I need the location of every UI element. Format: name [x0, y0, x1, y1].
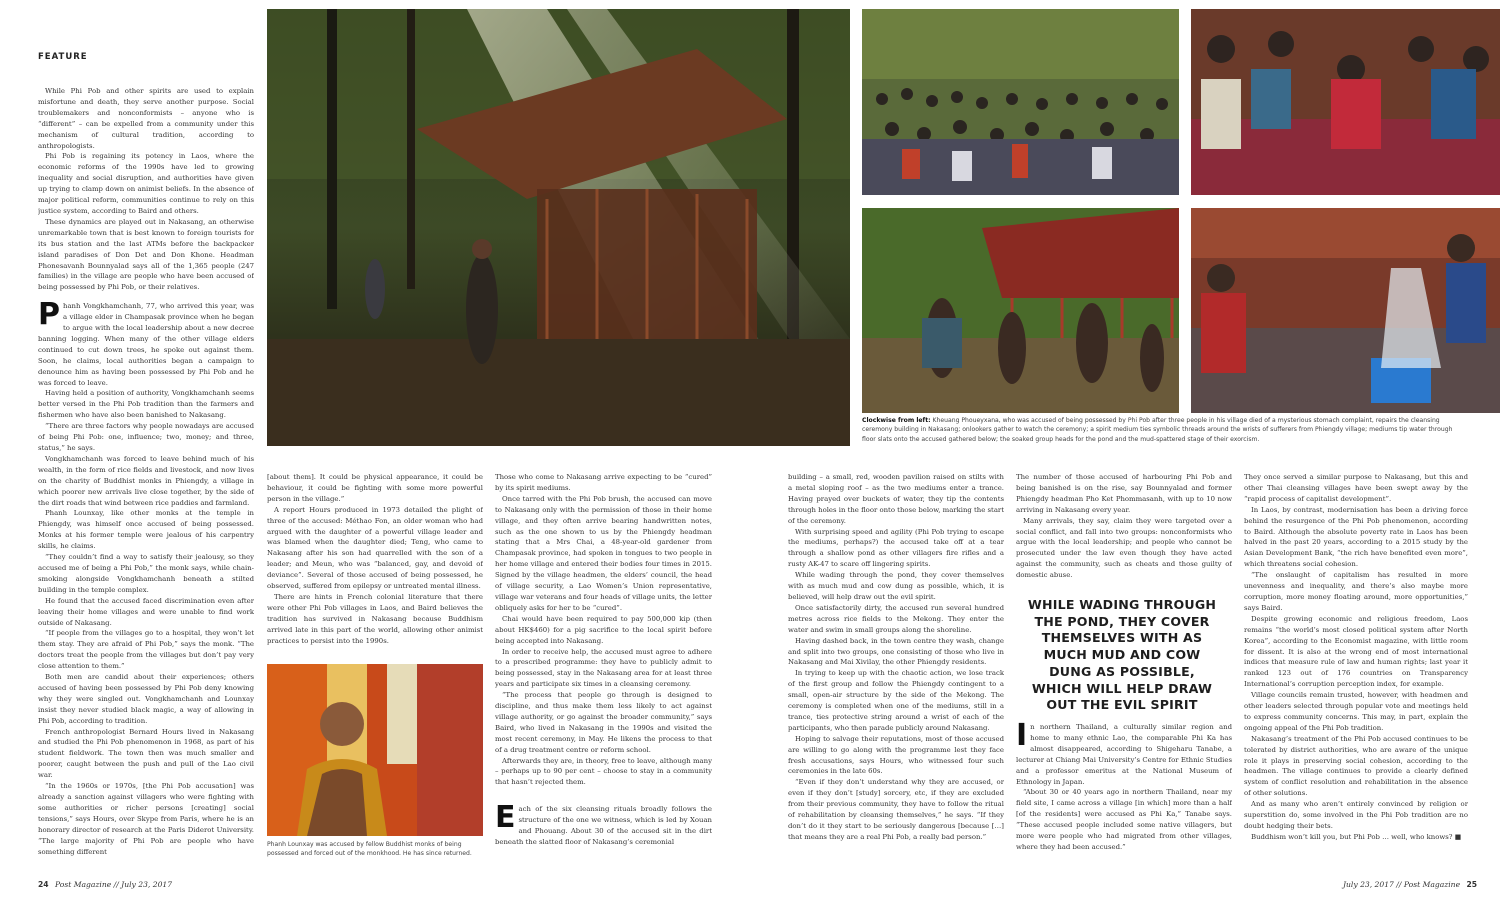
- paragraph: French anthropologist Bernard Hours lived in Nakasang and studied the Phi Pob phenomenon in 1968, as part of his student fieldwork. The town then was much smaller and poorer, caught between the push and pull of the Lao civil war.: [38, 727, 254, 780]
- paragraph: Those who come to Nakasang arrive expecting to be “cured” by its spirit mediums.: [495, 473, 712, 492]
- article-column-6: [1244, 472, 1468, 866]
- paragraph: While wading through the pond, they cover themselves with as much mud and cow dung as possible, which, it is believed, will help draw out the evil spirit.: [788, 571, 1004, 601]
- photo-forest-repair: [267, 9, 850, 446]
- paragraph: Phanh Lounxay, like other monks at the temple in Phiengdy, was himself once accused of being possessed. Monks at his former temple were jealous of his carpentry skills, he claims.: [38, 509, 254, 551]
- paragraph: Chai would have been required to pay 500,000 kip (then about HK$460) for a pig sacrifice to the local spirit before being accepted into Nakasang.: [495, 614, 712, 645]
- dropcap-paragraph: [1016, 722, 1232, 787]
- dropcap: P: [38, 297, 60, 333]
- paragraph: Vongkhamchanh was forced to leave behind much of his wealth, in the form of rice fields and livestock, and now lives on the charity of Buddhist monks in Phiengdy, a village in which poorer new arrivals live close together, by the side of the dirt roads that wind between rice paddies and farmland.: [38, 454, 254, 507]
- article-column-4: [788, 472, 1004, 866]
- paragraph: While Phi Pob and other spirits are used to explain misfortune and death, they serve another purpose. Social troublemakers and nonconformists – anyone who is “different” – can be expelled from a community under this mechanism of cultural tradition, according to anthropologists.: [38, 87, 254, 150]
- paragraph: “There are three factors why people nowadays are accused of being Phi Pob: one, influence; two, money; and three, status,” he says.: [38, 422, 254, 452]
- paragraph: “Even if they don’t understand why they are accused, or even if they don’t [study] sorcery, etc, if they are excluded from their previous community, they have to follow the ritual of rehabilitation by cleansing themselves,” he says. “If they don’t do it they start to be seriously dangerous [because […] that means they are a real Phi Pob, a really bad person.”: [788, 778, 1004, 841]
- photo-water-pouring: [1191, 208, 1500, 413]
- paragraph: Afterwards they are, in theory, free to leave, although many – perhaps up to 90 per cent – choose to stay in a community that hasn’t rejected them.: [495, 756, 712, 787]
- paragraph: “They couldn’t find a way to satisfy their jealousy, so they accused me of being a Phi Pob,” the monk says, while chain-smoking alongside Vongkhamchanh beneath a stilted building in the temple complex.: [38, 553, 254, 594]
- paragraph: “The onslaught of capitalism has resulted in more unevenness and inequality, and there’s also maybe more corruption, more money floating around, more opportunities,” says Baird.: [1244, 571, 1468, 612]
- caption-main: [862, 416, 1454, 444]
- paragraph: In Laos, by contrast, modernisation has been a driving force behind the resurgence of the Phi Pob phenomenon, according to Baird. Although the absolute poverty rate in Laos has been halved in the past 20 years, according to a 2015 study by the Asian Development Bank, “the rich have benefited even more”, which threatens social cohesion.: [1244, 505, 1468, 569]
- folio-left: [38, 880, 172, 889]
- page-number-left: 24: [38, 880, 49, 889]
- paragraph: He found that the accused faced discrimination even after leaving their home villages and were unable to find work outside of Nakasang.: [38, 596, 254, 627]
- paragraph: Despite growing economic and religious freedom, Laos remains “the world’s most closed political system after North Korea”, according to the Economist magazine, with little room for dissent. It is also at the wrong end of most international indices that measure rule of law and human rights; last year it ranked 123 out of 176 countries on Transparency International’s corruption perception index, for example.: [1244, 614, 1468, 689]
- paragraph: With surprising speed and agility (Phi Pob trying to escape the mediums, perhaps?) the accused take off at a tear through a shallow pond as other villagers fire rifles and a rusty AK-47 to scare off lingering spirits.: [788, 527, 1004, 569]
- paragraph: Village councils remain trusted, however, with headmen and other leaders selected through popular vote and meetings held to express community concerns. This may, in part, explain the ongoing appeal of the Phi Pob tradition.: [1244, 691, 1468, 732]
- paragraph: “The process that people go through is designed to discipline, and thus make them less likely to act against village authority, or go against the broader community,” says Baird, who lived in Nakasang in the 1990s and visited the most recent ceremony, in May. He likens the process to that of a drug treatment centre or reform school.: [495, 691, 712, 754]
- paragraph: Both men are candid about their experiences; others accused of having been possessed by Phi Pob deny knowing why they were singled out. Vongkhamchanh and Lounxay insist they never studied black magic, a way of allowing in Phi Pob, according to tradition.: [38, 673, 254, 725]
- paragraph: And as many who aren’t entirely convinced by religion or superstition do, some involved in the Phi Pob tradition are no doubt hedging their bets.: [1244, 800, 1468, 830]
- paragraph: In trying to keep up with the chaotic action, we lose track of the first group and follow the Phiengdy contingent to a small, open-air structure by the side of the Mekong. The ceremony is completed when one of the mediums, still in a trance, ties protective string around a wrist of each of the participants, who then parade publicly around Nakasang.: [788, 669, 1004, 732]
- paragraph: building – a small, red, wooden pavilion raised on stilts with a metal sloping roof – as the two mediums enter a trance. Having prayed over buckets of water, they tip the contents through holes in the floor onto those below, marking the start of the ceremony.: [788, 473, 1004, 525]
- paragraph: Once tarred with the Phi Pob brush, the accused can move to Nakasang only with the permission of those in their home village, and they often arrive bearing handwritten notes, such as the one shown to us by the Phiengdy headman stating that a Mrs Chai, a 48-year-old gardener from Champasak province, had spoken in tongues to two people in her home village and entered their bodies four times in 2015. Signed by the village headmen, the elders’ council, the head of village security, a Lao Women’s Union representative, village war veterans and four heads of village units, the letter obliquely asks for her to be “cured”.: [495, 494, 712, 612]
- paragraph: Having dashed back, in the town centre they wash, change and split into two groups, one consisting of those who live in Nakasang and Mai Xivilay, the other Phiengdy residents.: [788, 636, 1004, 667]
- caption-monk: Phanh Lounxay was accused by fellow Buddhist monks of being possessed and forced out of the monkhood. He has since returned.: [267, 841, 472, 858]
- paragraph: Buddhism won’t kill you, but Phi Pob … well, who knows? ■: [1251, 832, 1462, 841]
- article-column-3: [495, 472, 712, 866]
- paragraph: There are hints in French colonial literature that there were other Phi Pob villages in Laos, and Baird believes the tradition has survived in Nakasang because Buddhism arrived late in this part of the world, allowing other animist practices to persist into the 1990s.: [267, 592, 483, 645]
- dropcap-text: hanh Vongkhamchanh, 77, who arrived this year, was a village elder in Champasak province when he began to argue with the local leadership about a new decree banning logging. When many of the other village elders continued to cut down trees, he spoke out against them. Soon, he claims, local authorities began a campaign to denounce him as having been possessed by Phi Pob and he was forced to leave.: [38, 302, 254, 387]
- paragraph: They once served a similar purpose to Nakasang, but this and other Thai cleansing villages have been swept away by the “rapid process of capitalist development”.: [1244, 473, 1468, 503]
- dropcap: E: [495, 800, 516, 836]
- dropcap-text: n northern Thailand, a culturally similar region and home to many ethnic Lao, the comparable Phi Ka has almost disappeared, according to Shigeharu Tanabe, a lecturer at Chiang Mai University’s Centre for Ethnic Studies and a professor emeritus at the National Museum of Ethnology in Japan.: [1016, 723, 1232, 786]
- photo-crowd: [862, 9, 1179, 195]
- paragraph: “If people from the villages go to a hospital, they won’t let them stay. They are afraid of Phi Pob,” says the monk. “The doctors treat the people from the villages but don’t pay very close attention to them.”: [38, 629, 254, 671]
- page-number-right: 25: [1466, 880, 1478, 889]
- dropcap: I: [1016, 722, 1028, 753]
- photo-monk: [267, 664, 483, 836]
- paragraph: Nakasang’s treatment of the Phi Pob accused continues to be tolerated by district authorities, who are aware of the unique role it plays in preserving social cohesion, according to the headmen. The village continues to provide a clearly defined system of conflict resolution and rehabilitation in the absence of other solutions.: [1244, 734, 1468, 798]
- paragraph: These dynamics are played out in Nakasang, an otherwise unremarkable town that is best known to foreign tourists for its bus station and the last ATMs before the backpacker island paradises of Don Det and Don Khone. Headman Phonesavanh Bounnyalad says all of the 1,365 people (247 families) in the village are people who have been accused of being possessed by Phi Pob, or their relatives.: [38, 217, 254, 292]
- dropcap-paragraph: [495, 800, 712, 848]
- section-label: FEATURE: [38, 52, 88, 62]
- dropcap-paragraph: [38, 297, 254, 388]
- pull-quote: WHILE WADING THROUGH THE POND, THEY COVER THEMSELVES WITH AS MUCH MUD AND COW DUNG AS POSSIBLE, WHICH WILL HELP DRAW OUT THE EVIL SPIRIT: [1027, 597, 1217, 713]
- caption-text: Kheuang Phoueyxana, who was accused of being possessed by Phi Pob after three people in his village died of a mysterious stomach complaint, repairs the cleansing ceremony building in Nakasang; onlookers gather to watch the ceremony; a spirit medium ties symbolic threads around the wrists of sufferers from Phiengdy village; mediums tip water through floor slats onto the accused gathered below; the soaked group heads for the pond and the mud-spattered stage of their exorcism.: [862, 417, 1453, 443]
- folio-right: [1343, 880, 1477, 889]
- paragraph: Phi Pob is regaining its potency in Laos, where the economic reforms of the 1990s have led to growing inequality and social disruption, and authorities have given up trying to clamp down on animist beliefs. In the absence of major political reform, communities continue to rely on this justice system, according to Baird and others.: [38, 152, 254, 215]
- folio-right-text: July 23, 2017 // Post Magazine: [1343, 880, 1461, 889]
- photo-threads: [1191, 9, 1500, 195]
- dropcap-text: ach of the six cleansing rituals broadly follows the structure of the one we witness, which is led by Xouan and Phouang. About 30 of the accused sit in the dirt beneath the slatted floor of Nakasang’s ceremonial: [495, 805, 712, 846]
- paragraph: “In the 1960s or 1970s, [the Phi Pob accusation] was already a sanction against villagers who were fighting with some authorities or richer persons [creating] social tensions,” says Hours, over Skype from Paris, where he is an honorary director of research at the Paris Diderot University. “The large majority of Phi Pob are people who have something different: [38, 782, 254, 856]
- article-column-5-top: [1016, 472, 1232, 590]
- photo-pavilion-run: [862, 208, 1179, 413]
- folio-left-text: Post Magazine // July 23, 2017: [55, 880, 173, 889]
- paragraph: Many arrivals, they say, claim they were targeted over a social conflict, and fall into two groups: nonconformists who argue with the local leadership; and people who cannot be prosecuted under the law even though they have acted against the community, such as cheats and those guilty of domestic abuse.: [1016, 516, 1232, 580]
- paragraph: Having held a position of authority, Vongkhamchanh seems better versed in the Phi Pob tradition than the farmers and fishermen who have also been banished to Nakasang.: [38, 389, 254, 420]
- article-column-1: [38, 86, 254, 862]
- paragraph: Once satisfactorily dirty, the accused run several hundred metres across rice fields to the Mekong. They enter the water and swim in small groups along the shoreline.: [788, 603, 1004, 634]
- paragraph: Hoping to salvage their reputations, most of those accused are willing to go along with the programme lest they face fresh accusations, says Hours, who witnessed four such ceremonies in the late 60s.: [788, 734, 1004, 776]
- caption-lead: Clockwise from left:: [862, 417, 931, 424]
- paragraph: A report Hours produced in 1973 detailed the plight of three of the accused: Méthao Fon, an older woman who had argued with the daughter of a powerful village leader and was blamed when the daughter died; Teng, who came to Nakasang after his son had quarrelled with the son of a leader; and Meun, who was “balanced, gay, and devoid of deviance”. Several of those accused of being possessed, he observed, suffered from epilepsy or untreated mental illness.: [267, 505, 483, 591]
- col1-intro: [38, 86, 254, 293]
- paragraph: “About 30 or 40 years ago in northern Thailand, near my field site, I came across a village [in which] more than a half [of the residents] were accused as Phi Ka,” Tanabe says. “These accused people included some native villagers, but more were people who had migrated from other villages, where they had been accused.”: [1016, 788, 1232, 851]
- paragraph: In order to receive help, the accused must agree to adhere to a prescribed programme: they have to publicly admit to being possessed, stay in the Nakasang area for at least three years and participate six times in a cleansing ceremony.: [495, 647, 712, 689]
- paragraph: The number of those accused of harbouring Phi Pob and being banished is on the rise, say Bounnyalad and former Phiengdy headman Pho Ket Phommasanh, with up to 10 now arriving in Nakasang every year.: [1016, 473, 1232, 514]
- paragraph: [about them]. It could be physical appearance, it could be behaviour, it could be fighting with some more powerful person in the village.”: [267, 473, 483, 503]
- article-column-5-bottom: [1016, 722, 1232, 866]
- article-column-2: [267, 472, 483, 662]
